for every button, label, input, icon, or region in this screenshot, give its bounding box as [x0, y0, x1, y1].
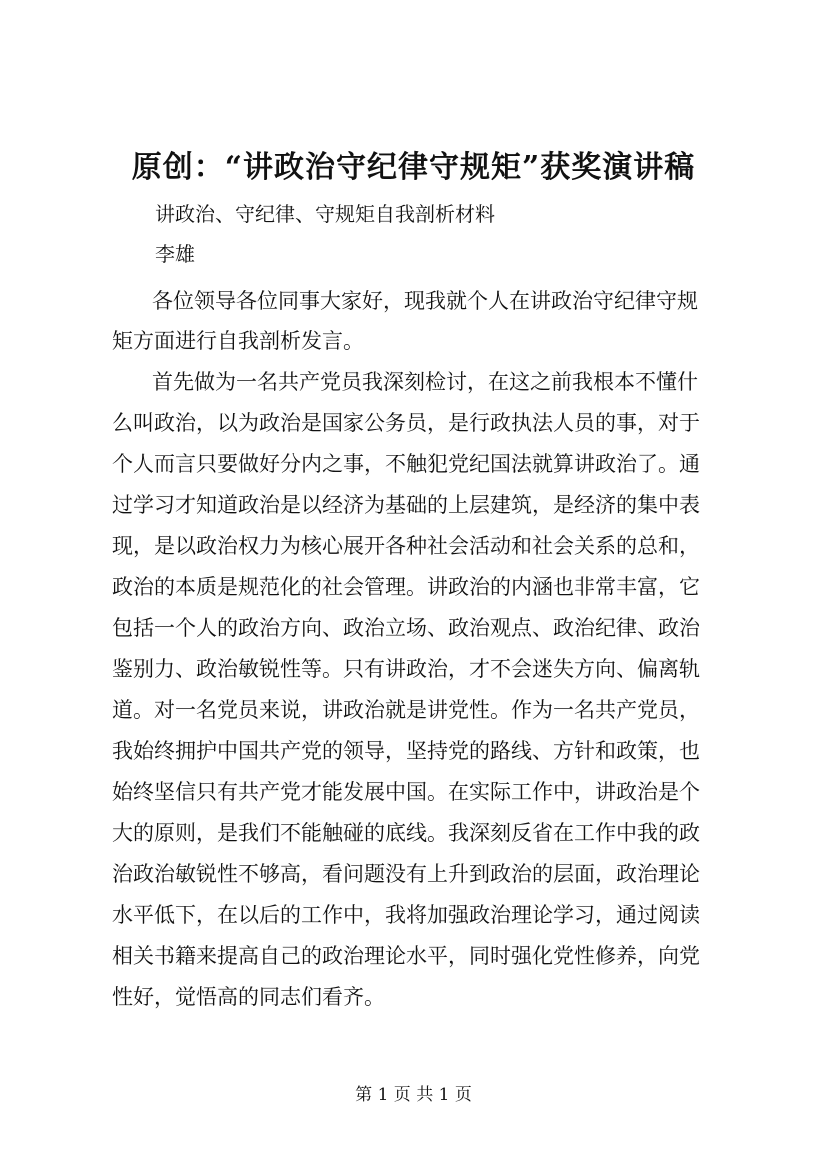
paragraph-line: 么叫政治，以为政治是国家公务员，是行政执法人员的事，对于 — [112, 411, 700, 435]
paragraph-line: 现，是以政治权力为核心展开各种社会活动和社会关系的总和， — [112, 534, 700, 558]
paragraph-line: 道。对一名党员来说，讲政治就是讲党性。作为一名共产党员， — [112, 698, 700, 722]
paragraph-line: 各位领导各位同事大家好，现我就个人在讲政治守纪律守规 — [152, 289, 698, 313]
paragraph-line: 我始终拥护中国共产党的领导，坚持党的路线、方针和政策，也 — [112, 739, 700, 763]
paragraph-line: 政治的本质是规范化的社会管理。讲政治的内涵也非常丰富，它 — [112, 575, 700, 599]
paragraph-line: 性好，觉悟高的同志们看齐。 — [112, 985, 385, 1009]
paragraph-line: 首先做为一名共产党员我深刻检讨，在这之前我根本不懂什 — [152, 370, 698, 394]
paragraph-line: 水平低下，在以后的工作中，我将加强政治理论学习，通过阅读 — [112, 903, 700, 927]
paragraph-line: 过学习才知道政治是以经济为基础的上层建筑，是经济的集中表 — [112, 493, 700, 517]
paragraph-line: 始终坚信只有共产党才能发展中国。在实际工作中，讲政治是个 — [112, 780, 700, 804]
paragraph-line: 大的原则，是我们不能触碰的底线。我深刻反省在工作中我的政 — [112, 821, 700, 845]
paragraph-line: 个人而言只要做好分内之事，不触犯党纪国法就算讲政治了。通 — [112, 452, 700, 476]
paragraph-line: 相关书籍来提高自己的政治理论水平，同时强化党性修养，向党 — [112, 944, 700, 968]
paragraph-line: 包括一个人的政治方向、政治立场、政治观点、政治纪律、政治 — [112, 616, 700, 640]
paragraph-line: 矩方面进行自我剖析发言。 — [112, 329, 364, 353]
document-subtitle: 讲政治、守纪律、守规矩自我剖析材料 — [155, 202, 495, 226]
document-title: 原创：“讲政治守纪律守规矩”获奖演讲稿 — [131, 150, 696, 185]
paragraph-line: 治政治敏锐性不够高，看问题没有上升到政治的层面，政治理论 — [112, 862, 700, 886]
paragraph-line: 鉴别力、政治敏锐性等。只有讲政治，才不会迷失方向、偏离轨 — [112, 657, 700, 681]
page-footer: 第 1 页 共 1 页 — [355, 1085, 472, 1105]
document-author: 李雄 — [155, 242, 195, 266]
